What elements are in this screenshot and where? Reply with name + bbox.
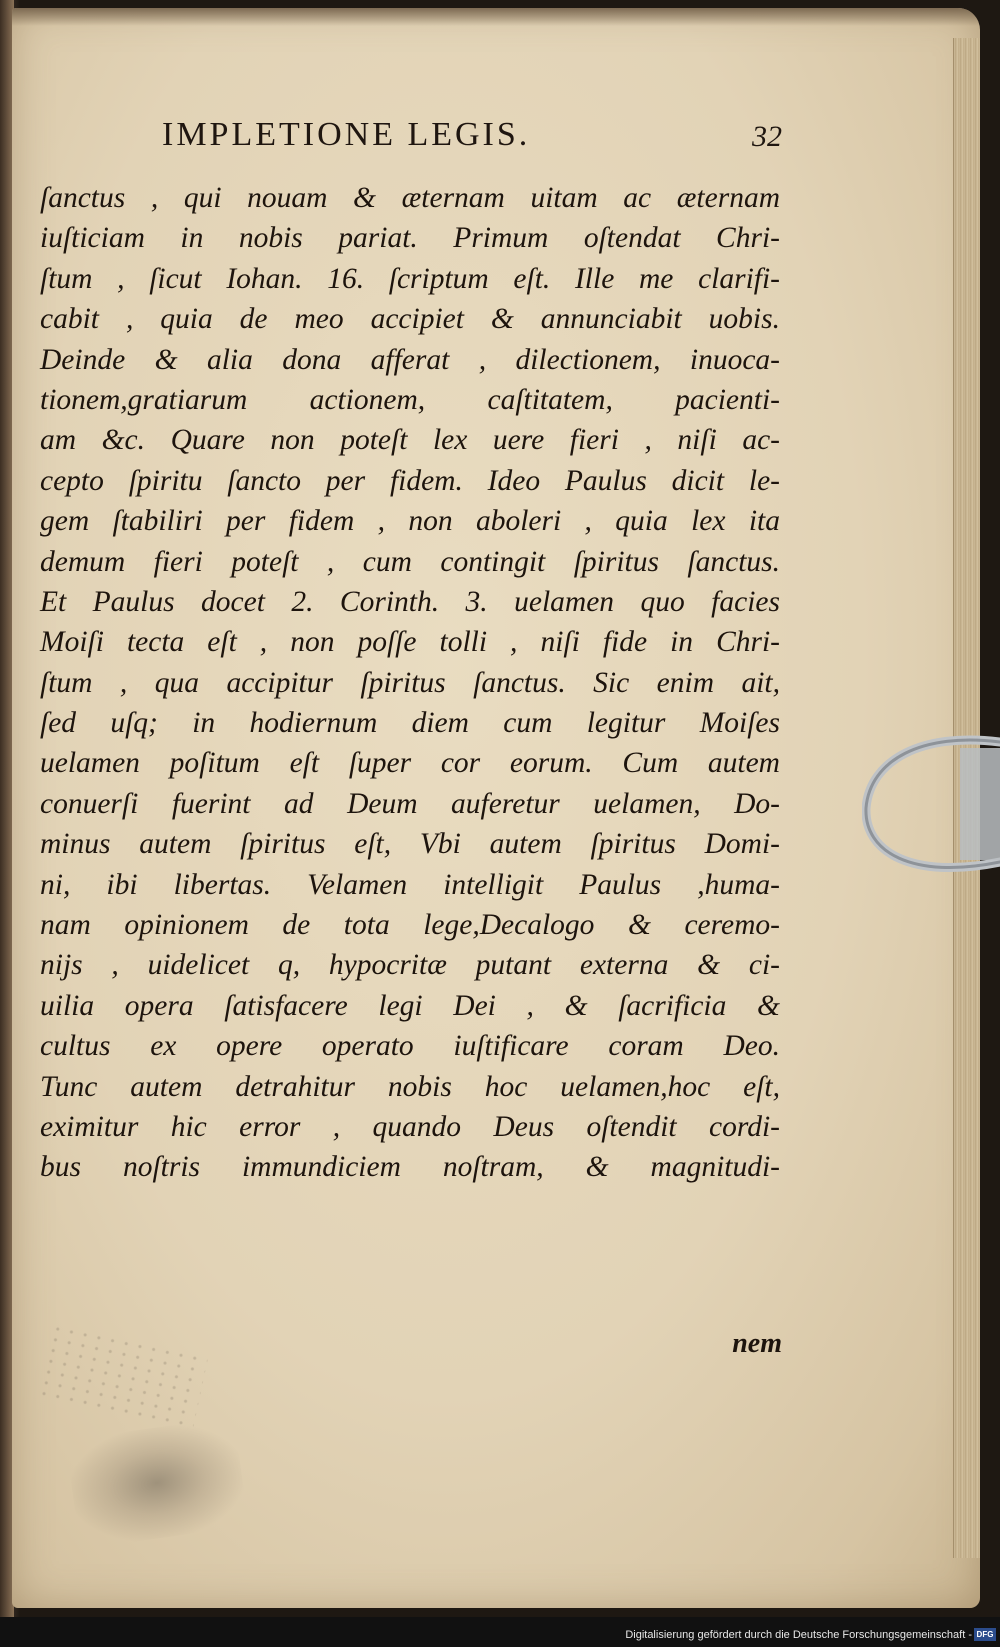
text-line: am &c. Quare non poteſt lex uere fieri , niſi ac- (40, 424, 780, 457)
text-line: cabit , quia de meo accipiet & annunciabit uobis. (40, 303, 780, 336)
funding-credit: Digitalisierung gefördert durch die Deutsche Forschungsgemeinschaft - (625, 1629, 972, 1641)
text-line: tionem,gratiarum actionem, caſtitatem, pacienti- (40, 383, 780, 416)
text-line: Moiſi tecta eſt , non poſſe tolli , niſi fide in Chri- (40, 626, 780, 659)
running-head-title: IMPLETIONE LEGIS. (162, 116, 531, 153)
text-line: demum fieri poteſt , cum contingit ſpiritus ſanctus. (40, 545, 780, 578)
page-top-shadow (12, 8, 980, 26)
catchword: nem (732, 1328, 782, 1359)
text-line: cepto ſpiritu ſancto per fidem. Ideo Paulus dicit le- (40, 464, 780, 497)
folio-number: 32 (752, 120, 782, 153)
text-line: iuſticiam in nobis pariat. Primum oſtendat Chri- (40, 222, 780, 255)
text-line: Et Paulus docet 2. Corinth. 3. uelamen quo facies (40, 585, 780, 618)
text-line: eximitur hic error , quando Deus oſtendit cordi- (40, 1110, 780, 1143)
text-line: conuerſi fuerint ad Deum auferetur uelamen, Do- (40, 787, 780, 820)
text-line: ni, ibi libertas. Velamen intelligit Paulus ,huma- (40, 868, 780, 901)
paper-clip-icon (862, 730, 1000, 890)
text-line: minus autem ſpiritus eſt, Vbi autem ſpiritus Domi- (40, 828, 780, 861)
running-head (162, 116, 722, 154)
text-line: ſtum , ſicut Iohan. 16. ſcriptum eſt. Ille me clarifi- (40, 262, 780, 295)
paper-stain (65, 1417, 249, 1550)
text-line: ſed uſq; in hodiernum diem cum legitur Moiſes (40, 707, 780, 740)
text-line: nam opinionem de tota lege,Decalogo & ceremo- (40, 909, 780, 942)
book-page (12, 8, 980, 1608)
paper-clip (862, 730, 1000, 890)
text-line: ſanctus , qui nouam & æternam uitam ac æternam (40, 182, 780, 214)
dfg-logo: DFG (974, 1628, 996, 1641)
text-line: nijs , uidelicet q, hypocritæ putant externa & ci- (40, 949, 780, 982)
text-line: ſtum , qua accipitur ſpiritus ſanctus. Sic enim ait, (40, 666, 780, 699)
text-line: uilia opera ſatisfacere legi Dei , & ſacrificia & (40, 989, 780, 1022)
text-line: gem ſtabiliri per fidem , non aboleri , quia lex ita (40, 505, 780, 538)
text-line: cultus ex opere operato iuſtificare coram Deo. (40, 1030, 780, 1063)
text-line: uelamen poſitum eſt ſuper cor eorum. Cum autem (40, 747, 780, 780)
text-line: Tunc autem detrahitur nobis hoc uelamen,hoc eſt, (40, 1070, 780, 1103)
text-line: bus noſtris immundiciem noſtram, & magnitudi- (40, 1151, 780, 1184)
body-text (40, 178, 780, 1188)
paper-specks (35, 1322, 208, 1434)
facing-page-bleed (12, 168, 34, 1168)
footer-bar (0, 1617, 1000, 1647)
text-line: Deinde & alia dona afferat , dilectionem, inuoca- (40, 343, 780, 376)
